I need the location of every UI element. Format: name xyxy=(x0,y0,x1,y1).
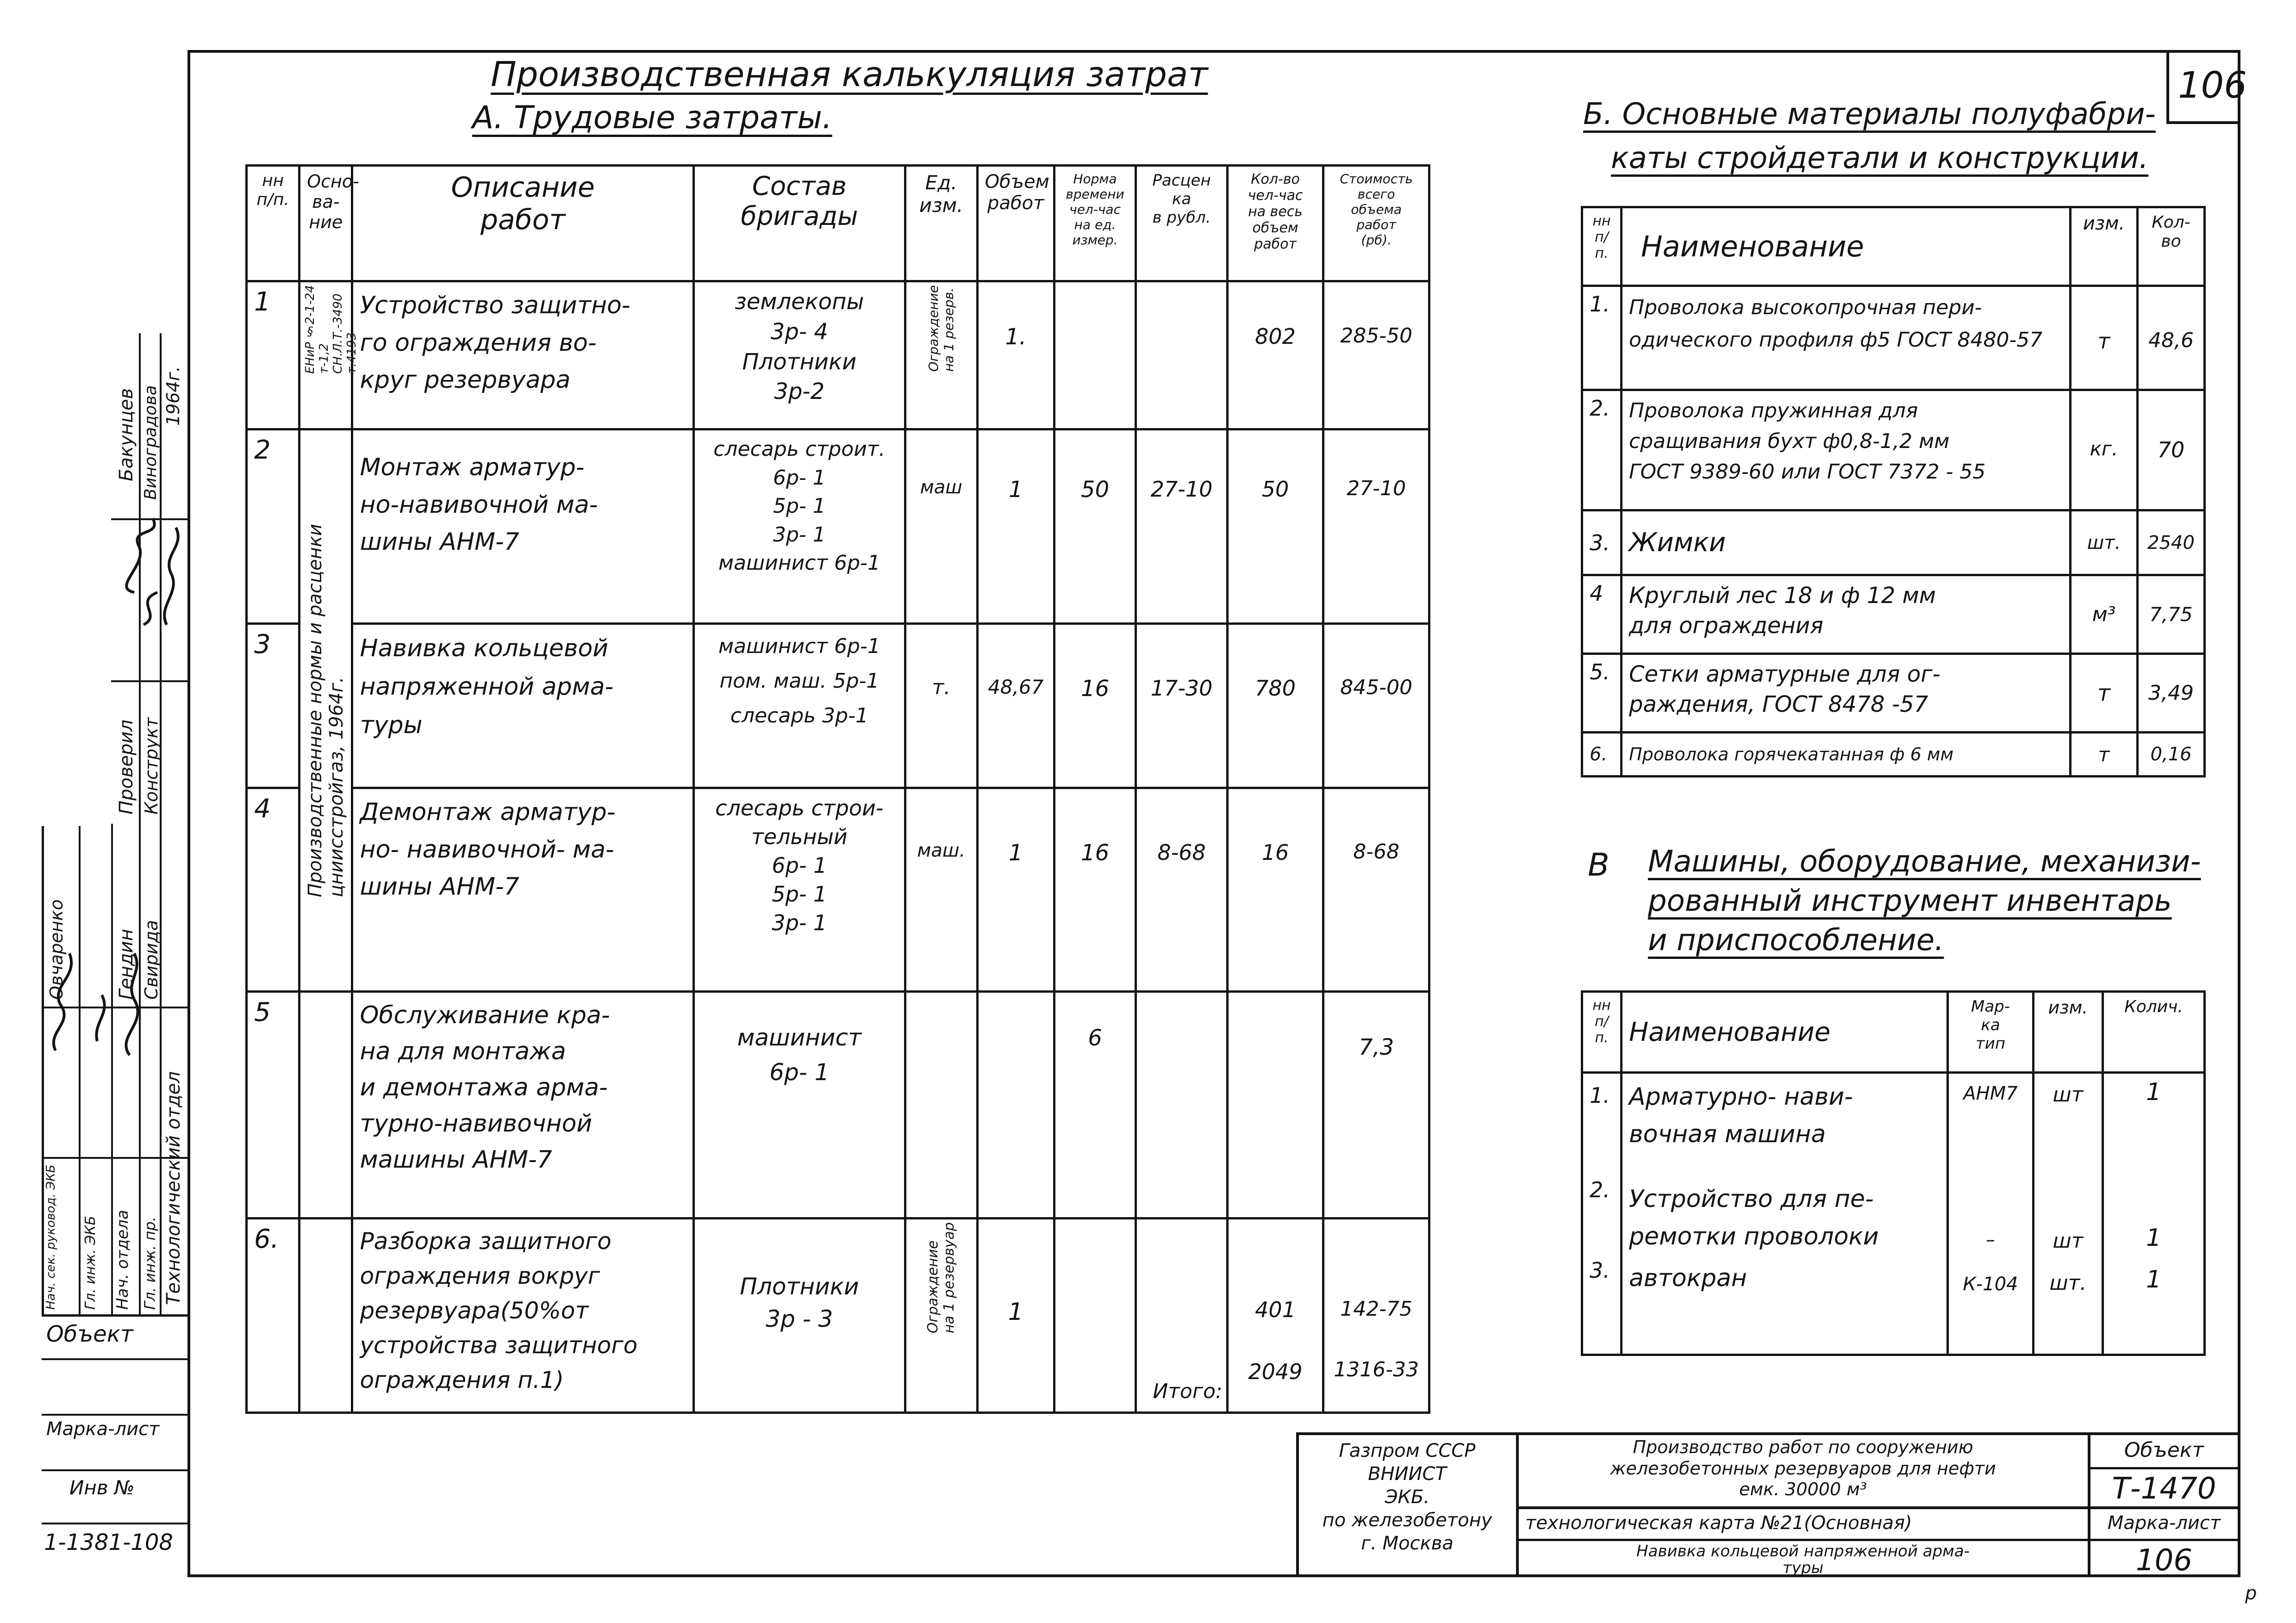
side-mark-label: Марка-лист xyxy=(46,1418,160,1440)
stamp-divider-3 xyxy=(1516,1506,2240,1509)
mach-name: автокран xyxy=(1629,1264,1747,1293)
mach-name: Устройство для пе- ремотки проволоки xyxy=(1629,1185,1879,1250)
row-unit-text: Ограждение на 1 резервуар xyxy=(925,1222,958,1333)
header-rate: Расцен ка в рубл. xyxy=(1136,166,1227,281)
table-row xyxy=(1582,390,2205,510)
row-num: 4 xyxy=(247,788,299,992)
side-year: 1964г. xyxy=(163,366,183,426)
row-cost: 845-00 xyxy=(1323,624,1429,788)
row-num: 6. xyxy=(247,1219,299,1413)
mat-name: Сетки арматурные для ог- раждения, ГОСТ 8478 -57 xyxy=(1622,654,2071,733)
row-cost-value: 142-75 xyxy=(1340,1297,1413,1321)
stamp-divider-4 xyxy=(1516,1539,2088,1541)
side-signer-3: Свирида xyxy=(141,920,162,1000)
section-b-title-1: Б. Основные материалы полуфабри- xyxy=(1583,97,2156,131)
mach-qty: 1 xyxy=(2146,1078,2162,1106)
side-inv-label: Инв № xyxy=(69,1476,135,1499)
mat-name: Проволока горячекатанная ф 6 мм xyxy=(1622,733,2071,777)
mat-name: Проволока пружинная для сращивания бухт ф0,8-1,2 мм ГОСТ 9389-60 или ГОСТ 7372 - 55 xyxy=(1622,390,2071,510)
row-basis xyxy=(299,1219,352,1413)
mat-qty: 2540 xyxy=(2138,510,2205,575)
side-inv-value: 1-1381-108 xyxy=(44,1530,173,1555)
section-b-title-2: каты стройдетали и конструкции. xyxy=(1611,141,2149,175)
mat-name: Проволока высокопрочная пери- одического профиля ф5 ГОСТ 8480-57 xyxy=(1622,286,2071,390)
side-role-3: Нач. отдела xyxy=(113,1210,132,1310)
mat-qty: 48,6 xyxy=(2138,286,2205,390)
mach-header-unit: изм. xyxy=(2034,992,2103,1073)
section-v-letter: В xyxy=(1588,847,1610,883)
side-role-1: Нач. сек. руковод. ЭКБ xyxy=(44,1164,58,1310)
row-cost: 7,3 xyxy=(1323,992,1429,1219)
row-norm: 16 xyxy=(1054,788,1136,992)
row-description: Разборка защитного ограждения вокруг резервуара(50%от устройства защитного ограждения п.1) xyxy=(352,1219,693,1413)
side-role-2: Гл. инж. ЭКБ xyxy=(82,1216,99,1310)
mach-num: 2. xyxy=(1590,1177,1610,1202)
side-signer-2: Гендин xyxy=(116,929,137,1000)
mach-unit-col xyxy=(2034,1073,2103,1355)
row-unit: т. xyxy=(905,624,977,788)
side-object-label: Объект xyxy=(46,1321,133,1347)
materials-header-row xyxy=(1582,207,2205,286)
row-crew: машинист 6р-1 пом. маш. 5р-1 слесарь 3р-1 xyxy=(693,624,905,788)
mat-num: 6. xyxy=(1582,733,1622,777)
row-unit: маш. xyxy=(905,788,977,992)
signature-scribbles xyxy=(42,509,190,1180)
table-row xyxy=(247,281,1429,429)
mach-brand: – xyxy=(1986,1229,1995,1250)
row-cost: 27-10 xyxy=(1323,429,1429,624)
sheet-number: 106 xyxy=(2178,65,2247,106)
mach-qty-col xyxy=(2103,1073,2205,1355)
mat-qty: 7,75 xyxy=(2138,575,2205,654)
mach-header-name: Наименование xyxy=(1622,992,1948,1073)
section-a-title: А. Трудовые затраты. xyxy=(472,99,832,136)
mach-brand-col xyxy=(1948,1073,2034,1355)
row-norm xyxy=(1054,1219,1136,1413)
table-row xyxy=(247,624,1429,788)
header-manhours: Кол-во чел-час на весь объем работ xyxy=(1227,166,1323,281)
total-cost: 1316-33 xyxy=(1334,1358,1419,1381)
mach-unit: шт. xyxy=(2049,1271,2087,1295)
mach-qty: 1 xyxy=(2146,1224,2162,1252)
mat-header-unit: изм. xyxy=(2071,207,2138,286)
mat-unit: т xyxy=(2071,286,2138,390)
row-rate: 8-68 xyxy=(1136,788,1227,992)
mat-qty: 0,16 xyxy=(2138,733,2205,777)
row-basis-merged-text: Производственные нормы и расценки цниисстройгаз, 1964г. xyxy=(304,523,347,897)
mat-name: Жимки xyxy=(1622,510,2071,575)
row-unit xyxy=(905,992,977,1219)
mach-num: 3. xyxy=(1590,1258,1610,1283)
row-volume: 1. xyxy=(977,281,1054,429)
machines-body xyxy=(1582,1073,2205,1355)
stamp-project: Производство работ по сооружению железобетонных резервуаров для нефти емк. 30000 м³ xyxy=(1610,1437,1996,1500)
side-row-6 xyxy=(42,1414,187,1416)
row-rate: 27-10 xyxy=(1136,429,1227,624)
row-manhours: 780 xyxy=(1227,624,1323,788)
table-row xyxy=(247,992,1429,1219)
row-norm xyxy=(1054,281,1136,429)
machines-header-row xyxy=(1582,992,2205,1073)
row-rate xyxy=(1136,1219,1227,1413)
row-cost: 8-68 xyxy=(1323,788,1429,992)
row-unit xyxy=(905,281,977,429)
mach-brand: АНМ7 xyxy=(1963,1083,2018,1104)
row-crew: слесарь строит. 6р- 1 5р- 1 3р- 1 машинист 6р-1 xyxy=(693,429,905,624)
row-norm: 16 xyxy=(1054,624,1136,788)
header-norm: Норма времени чел-час на ед. измер. xyxy=(1054,166,1136,281)
side-row-5 xyxy=(42,1358,187,1360)
mat-unit: м³ xyxy=(2071,575,2138,654)
side-row-7 xyxy=(42,1469,187,1471)
frame-top xyxy=(187,50,2240,53)
table-row xyxy=(1582,733,2205,777)
stamp-divider-1 xyxy=(1516,1432,1519,1577)
page-title: Производственная калькуляция затрат xyxy=(491,55,1208,94)
mach-unit: шт xyxy=(2053,1229,2084,1253)
mat-qty: 70 xyxy=(2138,390,2205,510)
mat-num: 1. xyxy=(1582,286,1622,390)
header-cost: Стоимость всего объема работ (рб). xyxy=(1323,166,1429,281)
mat-unit: шт. xyxy=(2071,510,2138,575)
row-crew: землекопы 3р- 4 Плотники 3р-2 xyxy=(693,281,905,429)
row-manhours: 802 xyxy=(1227,281,1323,429)
signature-2 xyxy=(164,528,178,625)
mat-header-qty: Кол- во xyxy=(2138,207,2205,286)
stamp-divider-5 xyxy=(2088,1467,2240,1469)
row-description: Навивка кольцевой напряженной арма- туры xyxy=(352,624,693,788)
mach-header-brand: Мар- ка тип xyxy=(1948,992,2034,1073)
row-manhours-value: 401 xyxy=(1255,1297,1296,1322)
stamp-work: Навивка кольцевой напряженной арма- туры xyxy=(1636,1542,1970,1577)
side-row-8 xyxy=(42,1523,187,1524)
signature-3 xyxy=(54,953,105,1051)
side-check-name-2: Виноградова xyxy=(141,385,160,500)
row-description: Устройство защитно- го ограждения во- круг резервуара xyxy=(352,281,693,429)
total-label: Итого: xyxy=(1153,1380,1223,1403)
row-basis xyxy=(299,992,352,1219)
mat-name: Круглый лес 18 и ф 12 мм для ограждения xyxy=(1622,575,2071,654)
machines-table xyxy=(1581,990,2206,1356)
side-strip-top xyxy=(42,1314,187,1317)
stamp-mark-value: 106 xyxy=(2135,1543,2193,1578)
stamp-org: Газпром СССР ВНИИСТ ЭКБ. по железобетону г. Москва xyxy=(1322,1440,1492,1554)
header-unit: Ед. изм. xyxy=(905,166,977,281)
signature-1 xyxy=(126,518,157,625)
mat-num: 2. xyxy=(1582,390,1622,510)
row-norm: 6 xyxy=(1054,992,1136,1219)
mat-header-num: нн п/п. xyxy=(1582,207,1622,286)
row-description: Обслуживание кра- на для монтажа и демонтажа арма- турно-навивочной машины АНМ-7 xyxy=(352,992,693,1219)
mat-unit: кг. xyxy=(2071,390,2138,510)
mach-header-qty: Колич. xyxy=(2103,992,2205,1073)
row-volume: 1 xyxy=(977,1219,1054,1413)
row-unit-text: Ограждение на 1 резерв. xyxy=(926,285,957,372)
stamp-mark-label: Марка-лист xyxy=(2107,1512,2221,1534)
mat-num: 3. xyxy=(1582,510,1622,575)
row-crew: Плотники 3р - 3 xyxy=(693,1219,905,1413)
total-manhours: 2049 xyxy=(1248,1359,1303,1384)
side-check-2: Конструкт xyxy=(141,717,162,815)
side-check-name-1: Бакунцев xyxy=(116,388,137,481)
frame-right xyxy=(2238,50,2240,1577)
mach-num-col xyxy=(1582,1073,1622,1355)
row-manhours: 50 xyxy=(1227,429,1323,624)
row-basis xyxy=(299,281,359,429)
materials-table xyxy=(1581,206,2206,777)
stamp-object-label: Объект xyxy=(2124,1438,2204,1462)
mach-name-col xyxy=(1622,1073,1948,1355)
side-role-4: Гл. инж. пр. xyxy=(141,1217,159,1310)
mat-qty: 3,49 xyxy=(2138,654,2205,733)
section-v-title-1: Машины, оборудование, механизи- xyxy=(1648,845,2201,879)
row-unit: маш xyxy=(905,429,977,624)
header-num: нн п/п. xyxy=(247,166,299,281)
table-row xyxy=(247,429,1429,624)
row-basis-merged xyxy=(299,429,352,992)
mach-header-num: нн п/п. xyxy=(1582,992,1622,1073)
mat-num: 5. xyxy=(1582,654,1622,733)
signature-4 xyxy=(126,953,137,1055)
side-signer-1: Овчаренко xyxy=(46,899,67,1000)
row-description: Монтаж арматур- но-навивочной ма- шины АНМ-7 xyxy=(352,429,693,624)
row-volume xyxy=(977,992,1054,1219)
mat-unit: т xyxy=(2071,654,2138,733)
mat-num: 4 xyxy=(1582,575,1622,654)
row-basis-text: ЕНиР §2-1-24 т-1,2 СН.Л.Т.-3490 т.4193 xyxy=(303,285,359,374)
row-volume: 48,67 xyxy=(977,624,1054,788)
table-row xyxy=(1582,575,2205,654)
row-crew: машинист 6р- 1 xyxy=(693,992,905,1219)
table-row xyxy=(247,1219,1429,1413)
row-num: 2 xyxy=(247,429,299,624)
stamp-divider-6 xyxy=(2088,1539,2240,1541)
labor-table xyxy=(245,164,1430,1414)
mach-name: Арматурно- нави- вочная машина xyxy=(1629,1083,1853,1148)
row-cost xyxy=(1323,1219,1429,1413)
row-num: 5 xyxy=(247,992,299,1219)
table-row xyxy=(1582,510,2205,575)
header-description: Описание работ xyxy=(352,166,693,281)
row-num: 1 xyxy=(247,281,299,429)
stamp-card: технологическая карта №21(Основная) xyxy=(1525,1512,1912,1534)
row-volume: 1 xyxy=(977,429,1054,624)
mach-brand: К-104 xyxy=(1963,1274,2018,1295)
section-v-title-3: и приспособление. xyxy=(1648,923,1944,958)
section-v-title-2: рованный инструмент инвентарь xyxy=(1648,884,2172,918)
row-unit xyxy=(905,1219,977,1413)
corner-mark: р xyxy=(2245,1583,2257,1604)
row-manhours: 16 xyxy=(1227,788,1323,992)
header-basis: Осно- ва- ние xyxy=(299,166,352,281)
side-check-1: Проверил xyxy=(116,719,137,815)
row-manhours xyxy=(1227,1219,1323,1413)
stamp-object-code: Т-1470 xyxy=(2112,1472,2216,1506)
row-manhours xyxy=(1227,992,1323,1219)
mat-unit: т xyxy=(2071,733,2138,777)
row-crew: слесарь строи- тельный 6р- 1 5р- 1 3р- 1 xyxy=(693,788,905,992)
mach-qty: 1 xyxy=(2146,1266,2162,1293)
mat-header-name: Наименование xyxy=(1622,207,2071,286)
side-dept: Технологический отдел xyxy=(163,1071,184,1305)
labor-header-row xyxy=(247,166,1429,281)
header-volume: Объем работ xyxy=(977,166,1054,281)
table-row xyxy=(1582,286,2205,390)
row-rate xyxy=(1136,281,1227,429)
row-rate xyxy=(1136,992,1227,1219)
table-row xyxy=(1582,654,2205,733)
mach-num: 1. xyxy=(1590,1083,1610,1108)
table-row xyxy=(247,788,1429,992)
row-num: 3 xyxy=(247,624,299,788)
row-rate: 17-30 xyxy=(1136,624,1227,788)
header-crew: Состав бригады xyxy=(693,166,905,281)
row-volume: 1 xyxy=(977,788,1054,992)
row-cost: 285-50 xyxy=(1323,281,1429,429)
row-description: Демонтаж арматур- но- навивочной- ма- шины АНМ-7 xyxy=(352,788,693,992)
row-norm: 50 xyxy=(1054,429,1136,624)
mach-unit: шт xyxy=(2053,1083,2084,1107)
